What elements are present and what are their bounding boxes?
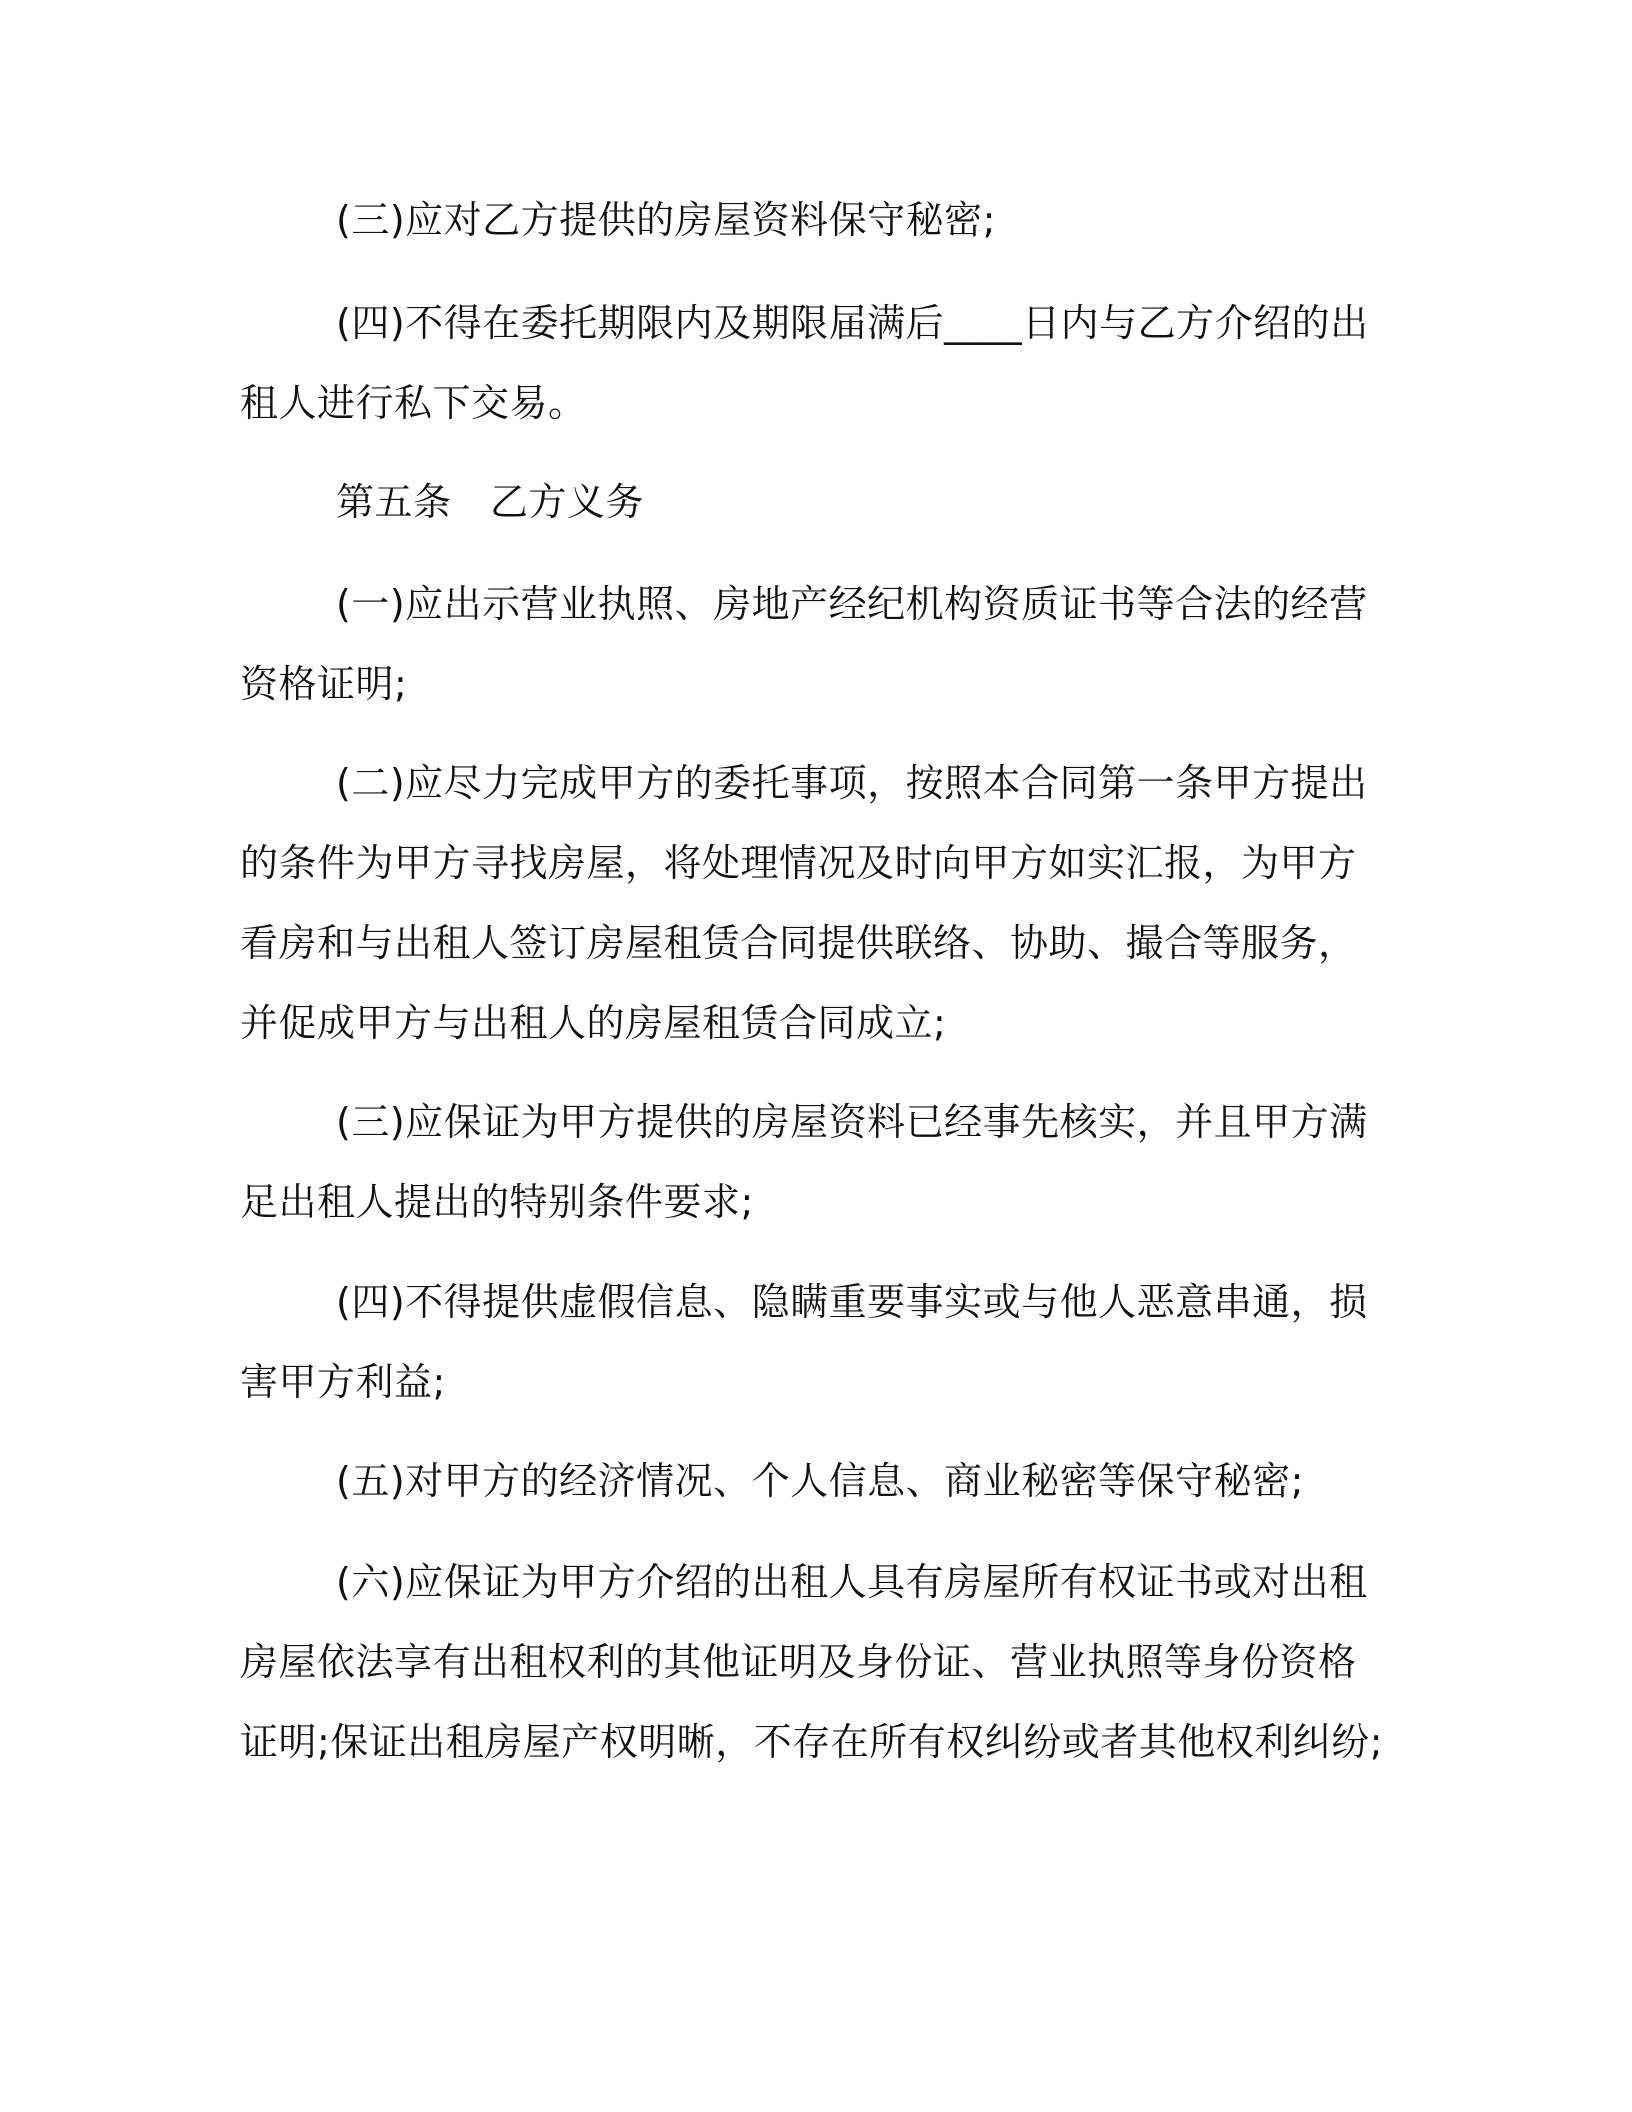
article-5-item-3: (三)应保证为甲方提供的房屋资料已经事先核实，并且甲方满足出租人提出的特别条件要求; — [240, 1100, 1368, 1224]
article-5-item-4: (四)不得提供虚假信息、隐瞒重要事实或与他人恶意串通，损害甲方利益; — [240, 1280, 1368, 1404]
article-5-item-6: (六)应保证为甲方介绍的出租人具有房屋所有权证书或对出租房屋依法享有出租权利的其他证明及身份证、营业执照等身份资格证明;保证出租房屋产权明晰，不存在所有权纠纷或者其他权利纠纷; — [240, 1560, 1384, 1764]
clause-3-confidentiality: (三)应对乙方提供的房屋资料保守秘密; — [336, 198, 996, 242]
article-5-item-2: (二)应尽力完成甲方的委托事项，按照本合同第一条甲方提出的条件为甲方寻找房屋，将处理情况及时向甲方如实汇报，为甲方看房和与出租人签订房屋租赁合同提供联络、协助、撮合等服务，并促成甲方与出租人的房屋租赁合同成立; — [240, 761, 1368, 1045]
article-5-item-5: (五)对甲方的经济情况、个人信息、商业秘密等保守秘密; — [336, 1459, 1304, 1503]
article-5-heading: 第五条 乙方义务 — [336, 480, 645, 524]
clause-4-no-private-deal: (四)不得在委托期限内及期限届满后____日内与乙方介绍的出租人进行私下交易。 — [240, 301, 1369, 425]
article-5-item-1: (一)应出示营业执照、房地产经纪机构资质证书等合法的经营资格证明; — [240, 582, 1368, 706]
